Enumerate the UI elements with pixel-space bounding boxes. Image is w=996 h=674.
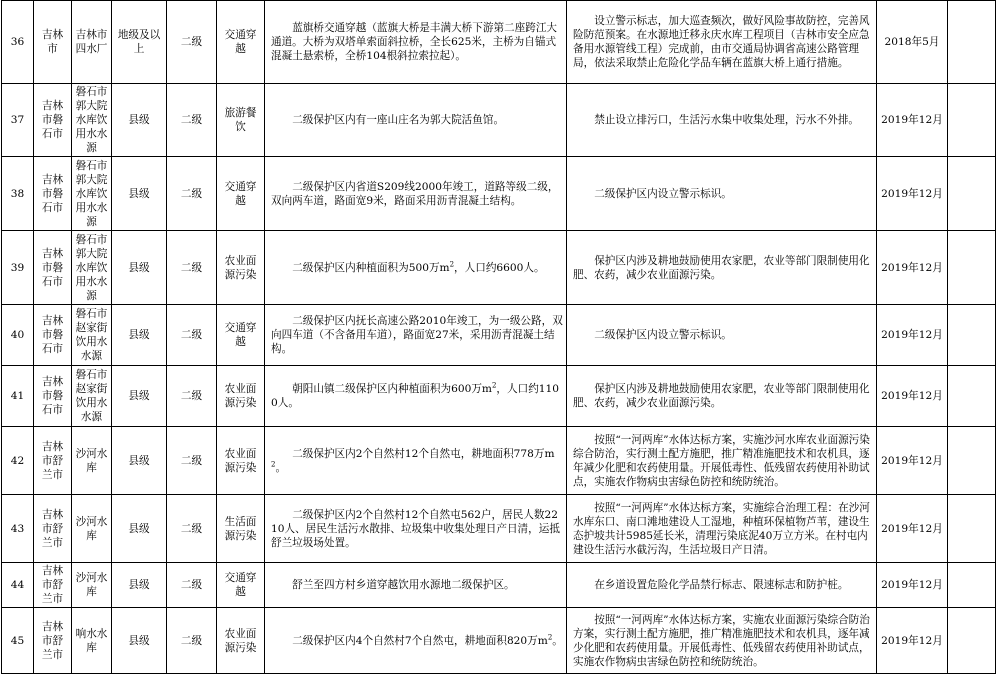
description-text: 二级保护区内种植面积为500万m [292,261,450,274]
source-cell: 磐石市赵家街饮用水水源 [72,305,112,366]
table-row [2,1,996,84]
zone-cell: 二级 [167,157,217,231]
measures-cell: 按照“一河两库”水体达标方案，实施综合治理工程：在沙河水库东口、南口滩地建设人工湿地，种植环保植物芦苇，建设生态护坡共计5985延长米，清理污染底泥40万立方米。在村屯内建设生活污水截污沟，生活垃圾日产日清。 [567,495,877,563]
description-cell: 二级保护区内抚长高速公路2010年竣工，为一级公路，双向四车道（不含备用车道），路面宽27米，采用沥青混凝土结构。 [265,305,567,366]
level-cell: 县级 [112,366,167,427]
source-cell: 沙河水库 [72,563,112,608]
deadline-cell: 2019年12月 [877,608,948,674]
table-row [2,495,996,563]
zone-cell: 二级 [167,1,217,84]
description-cell [265,366,567,427]
zone-cell: 二级 [167,84,217,157]
measures-cell: 按照“一河两库”水体达标方案，实施沙河水库农业面源污染综合防治，实行测土配方施肥，推广精准施肥技术和农机具，逐年减少化肥和农药使用量。开展低毒性、低残留农药使用补助试点，实施农作物病虫害绿色防控和统防统治。 [567,427,877,495]
zone-cell: 二级 [167,366,217,427]
description-text: 二级保护区内4个自然村7个自然屯，耕地面积820万m [292,634,548,647]
description-cell: 蓝旗桥交通穿越（蓝旗大桥是丰满大桥下游第二座跨江大通道。大桥为双塔单索面斜拉桥，全长625米，主桥为自锚式混凝土悬索桥，全桥104根斜拉索拉起）。 [265,1,567,84]
source-cell: 磐石市赵家街饮用水水源 [72,366,112,427]
city-cell: 吉林市磐石市 [34,231,72,305]
risk-type-cell: 农业面源污染 [217,427,265,495]
unit-superscript: 2 [271,459,276,468]
row-number: 45 [2,608,34,674]
blank-cell [948,495,996,563]
measures-cell: 二级保护区内设立警示标识。 [567,157,877,231]
blank-cell [948,608,996,674]
risk-type-cell: 交通穿越 [217,563,265,608]
blank-cell [948,157,996,231]
measures-cell: 保护区内涉及耕地鼓励使用农家肥，农业等部门限制使用化肥、农药，减少农业面源污染。 [567,231,877,305]
level-cell: 县级 [112,427,167,495]
deadline-cell: 2019年12月 [877,563,948,608]
description-cell: 二级保护区内有一座山庄名为郭大院活鱼馆。 [265,84,567,157]
description-text: 二级保护区内2个自然村12个自然屯，耕地面积778万m [292,447,555,460]
deadline-cell: 2019年12月 [877,305,948,366]
blank-cell [948,305,996,366]
row-number: 43 [2,495,34,563]
level-cell: 县级 [112,84,167,157]
unit-superscript: 2 [547,632,553,641]
description-text-tail: ，人口约6600人。 [454,261,545,274]
deadline-cell: 2019年12月 [877,157,948,231]
risk-type-cell: 旅游餐饮 [217,84,265,157]
city-cell: 吉林市磐石市 [34,305,72,366]
city-cell: 吉林市舒兰市 [34,427,72,495]
blank-cell [948,231,996,305]
row-number: 42 [2,427,34,495]
city-cell: 吉林市 [34,1,72,84]
table-row [2,427,996,495]
city-cell: 吉林市磐石市 [34,366,72,427]
zone-cell: 二级 [167,427,217,495]
source-cell: 沙河水库 [72,495,112,563]
deadline-cell: 2019年12月 [877,495,948,563]
city-cell: 吉林市磐石市 [34,157,72,231]
risk-type-cell: 交通穿越 [217,1,265,84]
zone-cell: 二级 [167,608,217,674]
unit-superscript: 2 [491,381,497,390]
source-cell: 磐石市郭大院水库饮用水水源 [72,84,112,157]
level-cell: 县级 [112,608,167,674]
blank-cell [948,563,996,608]
zone-cell: 二级 [167,563,217,608]
risk-table [1,0,996,674]
deadline-cell: 2019年12月 [877,427,948,495]
description-cell: 舒兰至四方村乡道穿越饮用水源地二级保护区。 [265,563,567,608]
description-cell: 二级保护区内省道S209线2000年竣工，道路等级二级，双向两车道，路面宽9米，路面采用沥青混凝土结构。 [265,157,567,231]
zone-cell: 二级 [167,231,217,305]
table-row [2,305,996,366]
city-cell: 吉林市舒兰市 [34,563,72,608]
level-cell: 县级 [112,231,167,305]
source-cell: 磐石市郭大院水库饮用水水源 [72,231,112,305]
risk-type-cell: 交通穿越 [217,157,265,231]
measures-cell: 保护区内涉及耕地鼓励使用农家肥，农业等部门限制使用化肥、农药，减少农业面源污染。 [567,366,877,427]
risk-type-cell: 农业面源污染 [217,231,265,305]
description-cell [265,231,567,305]
row-number: 40 [2,305,34,366]
level-cell: 地级及以上 [112,1,167,84]
unit-superscript: 2 [449,259,455,268]
source-cell: 响水水库 [72,608,112,674]
deadline-cell: 2018年5月 [877,1,948,84]
level-cell: 县级 [112,563,167,608]
deadline-cell: 2019年12月 [877,231,948,305]
blank-cell [948,84,996,157]
row-number: 38 [2,157,34,231]
measures-cell: 设立警示标志，加大巡查频次，做好风险事故防控，完善风险防范预案。在水源地迁移永庆水库工程项目（吉林市安全应急备用水源管线工程）完成前，由市交通局协调省高速公路管理局，依法采取禁止危险化学品车辆在蓝旗大桥上通行措施。 [567,1,877,84]
table-row [2,157,996,231]
zone-cell: 二级 [167,305,217,366]
description-text-tail: 。 [552,634,563,647]
blank-cell [948,427,996,495]
blank-cell [948,1,996,84]
risk-type-cell: 农业面源污染 [217,608,265,674]
measures-cell: 按照“一河两库”水体达标方案，实施农业面源污染综合防治方案，实行测土配方施肥，推广精准施肥技术和农机具，逐年减少化肥和农药使用量。开展低毒性、低残留农药使用补助试点，实施农作物病虫害绿色防控和统防统治。 [567,608,877,674]
table-row [2,563,996,608]
city-cell: 吉林市磐石市 [34,84,72,157]
deadline-cell: 2019年12月 [877,366,948,427]
level-cell: 县级 [112,157,167,231]
zone-cell: 二级 [167,495,217,563]
description-text-tail: ，人口约1100人。 [271,383,560,409]
row-number: 41 [2,366,34,427]
city-cell: 吉林市舒兰市 [34,495,72,563]
table-row [2,366,996,427]
table-row [2,608,996,674]
description-cell [265,427,567,495]
table-row [2,231,996,305]
risk-type-cell: 交通穿越 [217,305,265,366]
description-cell: 二级保护区内2个自然村12个自然屯562户，居民人数2210人、居民生活污水散排、垃圾集中收集处理日产日清，运抵舒兰垃圾场处置。 [265,495,567,563]
source-cell: 沙河水库 [72,427,112,495]
risk-type-cell: 农业面源污染 [217,366,265,427]
measures-cell: 禁止设立排污口，生活污水集中收集处理，污水不外排。 [567,84,877,157]
description-cell [265,608,567,674]
source-cell: 吉林市四水厂 [72,1,112,84]
level-cell: 县级 [112,495,167,563]
risk-type-cell: 生活面源污染 [217,495,265,563]
row-number: 39 [2,231,34,305]
table-row [2,84,996,157]
measures-cell: 二级保护区内设立警示标识。 [567,305,877,366]
measures-cell: 在乡道设置危险化学品禁行标志、限速标志和防护桩。 [567,563,877,608]
description-text-tail: 。 [275,461,287,474]
row-number: 44 [2,563,34,608]
source-cell: 磐石市郭大院水库饮用水水源 [72,157,112,231]
level-cell: 县级 [112,305,167,366]
deadline-cell: 2019年12月 [877,84,948,157]
blank-cell [948,366,996,427]
row-number: 36 [2,1,34,84]
row-number: 37 [2,84,34,157]
description-text: 朝阳山镇二级保护区内种植面积为600万m [292,383,492,395]
city-cell: 吉林市舒兰市 [34,608,72,674]
